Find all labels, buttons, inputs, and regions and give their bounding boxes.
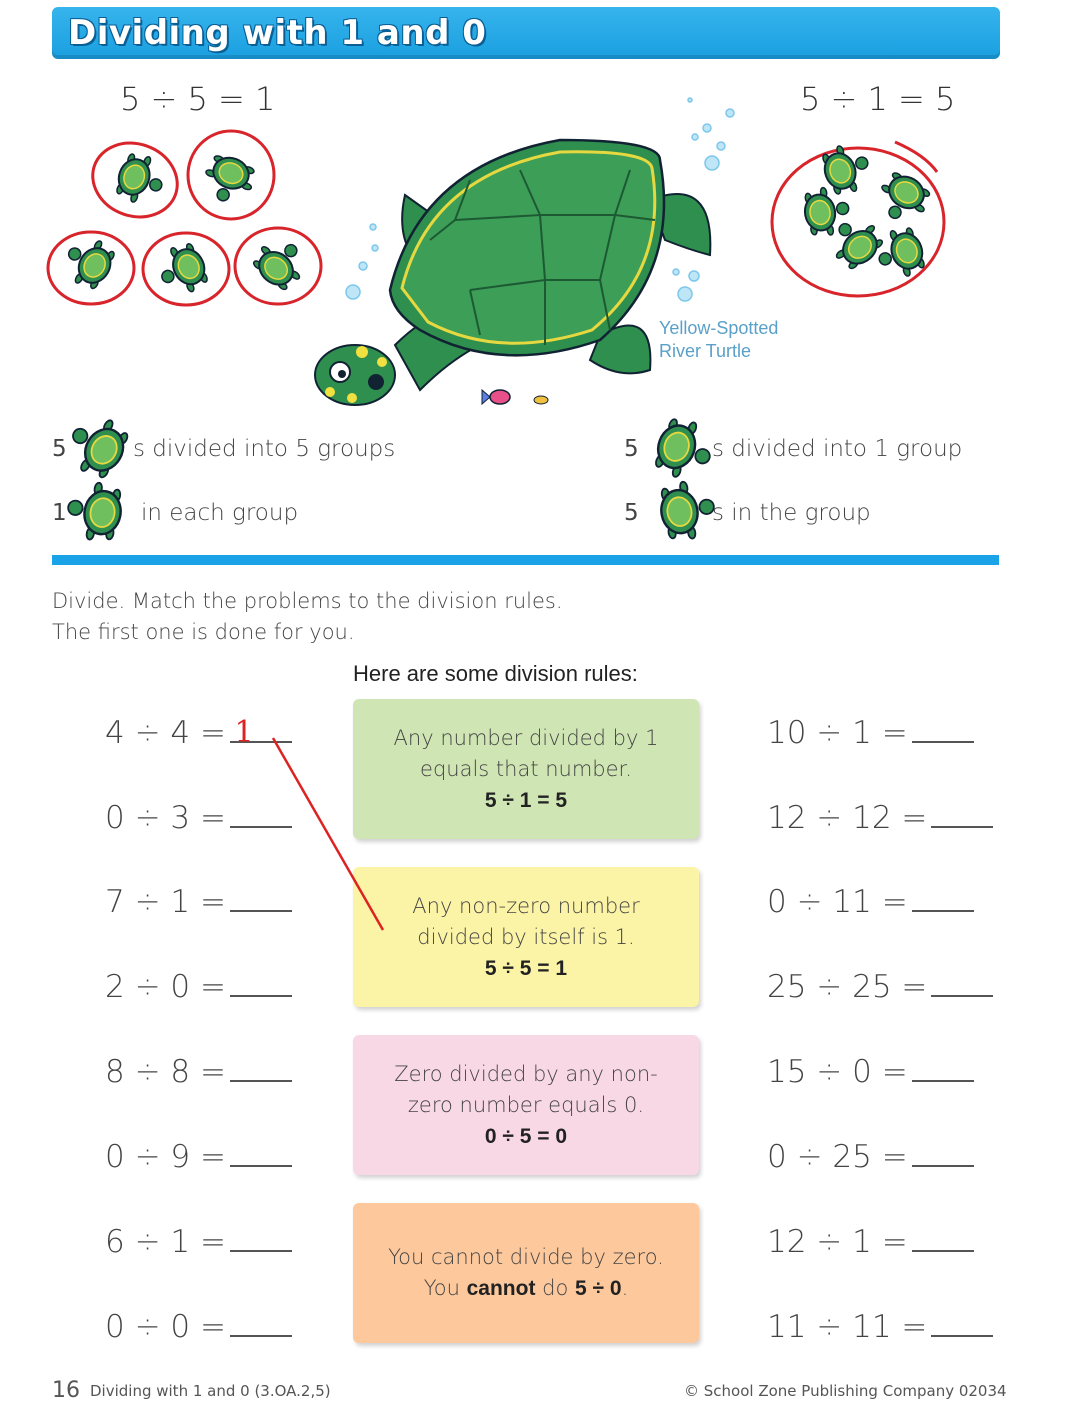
problem-text: 25 ÷ 25 = — [767, 969, 928, 1005]
turtle-caption-line2: River Turtle — [659, 341, 752, 361]
legend-left-row1-text: s divided into 5 groups — [133, 436, 396, 462]
right-problem — [767, 1139, 974, 1175]
answer-blank[interactable] — [931, 826, 993, 828]
rule-line2-pre: You — [423, 1276, 467, 1300]
page-title: Dividing with 1 and 0 — [68, 13, 487, 53]
answer-blank[interactable] — [912, 1165, 974, 1167]
problem-text: 0 ÷ 0 = — [105, 1309, 226, 1345]
page-number: 16 — [52, 1378, 80, 1403]
right-problem — [767, 1224, 974, 1260]
rule-line1: Zero divided by any non- — [394, 1061, 658, 1086]
problem-text: 4 ÷ 4 = — [105, 715, 226, 751]
answer-blank[interactable] — [931, 995, 993, 997]
right-problem — [767, 969, 993, 1005]
problem-text: 12 ÷ 1 = — [767, 1224, 908, 1260]
rule-line2-end: . — [621, 1276, 629, 1300]
rule-line2: equals that number. — [420, 756, 632, 781]
right-problem — [767, 884, 974, 920]
instructions-line1: Divide. Match the problems to the division rules. — [52, 589, 563, 613]
rule-example: 5 ÷ 5 = 1 — [484, 956, 568, 980]
example-answer: 1 — [234, 715, 254, 750]
legend-left-row2-num: 1 — [52, 500, 67, 526]
turtle-caption-line1: Yellow-Spotted — [659, 318, 779, 338]
answer-blank[interactable] — [912, 1080, 974, 1082]
rule-line2: zero number equals 0. — [407, 1092, 645, 1117]
legend-right-row2-num: 5 — [624, 500, 639, 526]
problem-text: 11 ÷ 11 = — [767, 1309, 928, 1345]
rule-example: 5 ÷ 1 = 5 — [484, 788, 568, 812]
answer-blank[interactable] — [931, 1335, 993, 1337]
legend-right-row2-text: s in the group — [712, 500, 871, 526]
rule-line2-bold2: 5 ÷ 0 — [575, 1277, 622, 1300]
top-right-equation: 5 ÷ 1 = 5 — [800, 80, 956, 118]
rule-line1: You cannot divide by zero. — [388, 1245, 664, 1269]
problem-text: 2 ÷ 0 = — [105, 969, 226, 1005]
problem-text: 8 ÷ 8 = — [105, 1054, 226, 1090]
problem-text: 10 ÷ 1 = — [767, 715, 908, 751]
rules-heading: Here are some division rules: — [353, 661, 638, 686]
answer-blank[interactable] — [912, 910, 974, 912]
legend-left-row1-num: 5 — [52, 436, 67, 462]
problem-text: 0 ÷ 25 = — [767, 1139, 908, 1175]
problem-text: 0 ÷ 11 = — [767, 884, 908, 920]
problem-text: 12 ÷ 12 = — [767, 800, 928, 836]
instructions-line2: The first one is done for you. — [52, 620, 355, 644]
problem-text: 6 ÷ 1 = — [105, 1224, 226, 1260]
rule-example: 0 ÷ 5 = 0 — [484, 1124, 568, 1148]
rule-line2-bold: cannot — [466, 1277, 536, 1300]
answer-blank[interactable] — [912, 741, 974, 743]
rule-line1: Any non-zero number — [412, 893, 640, 918]
problem-text: 15 ÷ 0 = — [767, 1054, 908, 1090]
rule-line1: Any number divided by 1 — [393, 725, 659, 750]
problem-text: 7 ÷ 1 = — [105, 884, 226, 920]
problem-text: 0 ÷ 9 = — [105, 1139, 226, 1175]
legend-right-row1-text: s divided into 1 group — [712, 436, 963, 462]
rule-line2-post: do — [535, 1276, 575, 1300]
right-problem — [767, 1054, 974, 1090]
right-problem — [767, 1309, 993, 1345]
footer-left: Dividing with 1 and 0 (3.OA.2,5) — [90, 1382, 331, 1400]
legend-right-row1-num: 5 — [624, 436, 639, 462]
footer-right: © School Zone Publishing Company 02034 — [684, 1382, 1007, 1400]
rule-line2: divided by itself is 1. — [417, 924, 635, 949]
top-left-equation: 5 ÷ 5 = 1 — [120, 80, 276, 118]
right-problem — [767, 800, 993, 836]
answer-blank[interactable] — [912, 1250, 974, 1252]
right-problem — [767, 715, 974, 751]
problem-text: 0 ÷ 3 = — [105, 800, 226, 836]
legend-left-row2-text: in each group — [141, 500, 299, 526]
